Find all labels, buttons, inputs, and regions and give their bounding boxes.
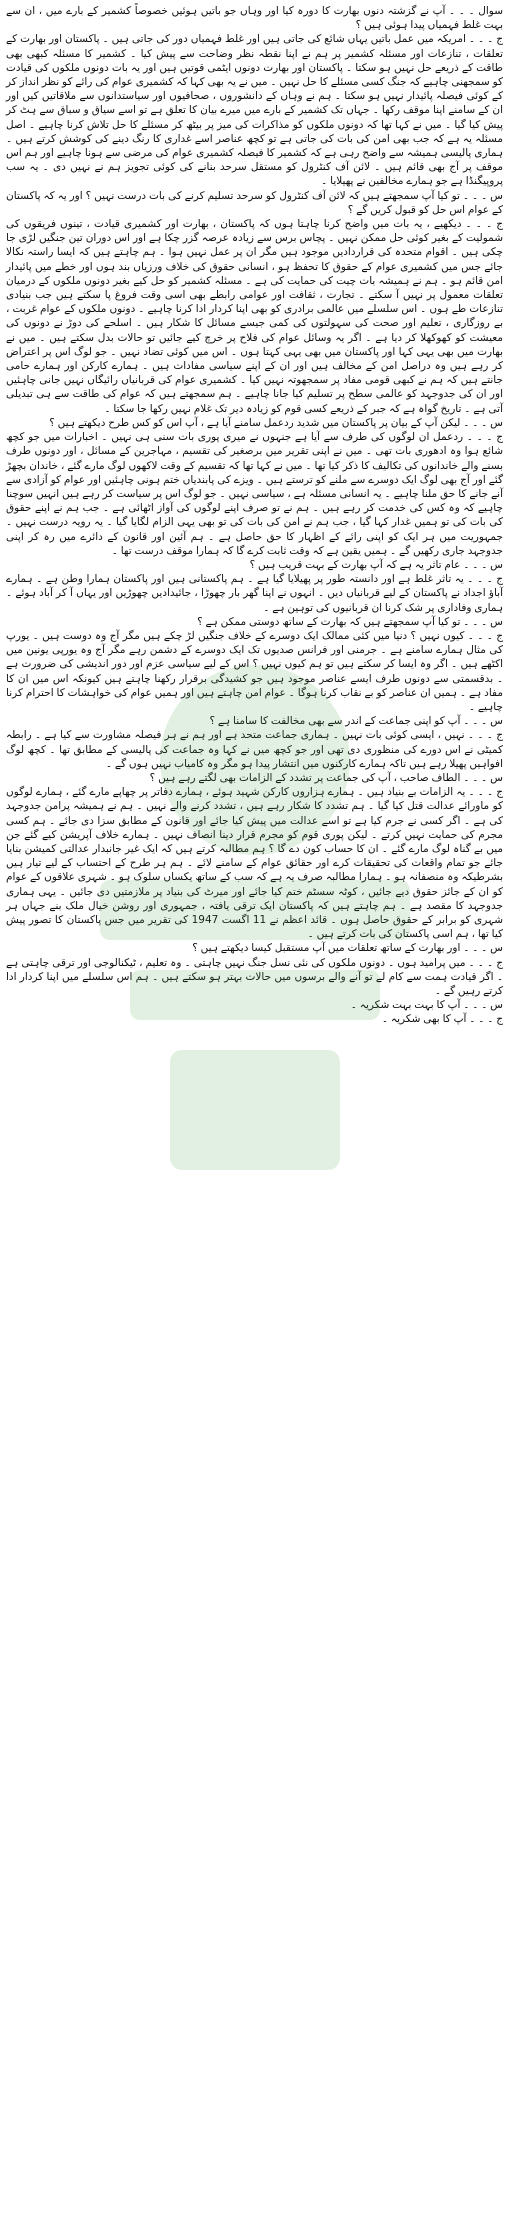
answer-4: ج ۔ ۔ ۔ یہ تاثر غلط ہے اور دانستہ طور پر پھیلایا گیا ہے ۔ ہم پاکستانی ہیں اور پاکستان ہمارا وطن ہے ۔ ہمارے آباؤ اجداد نے پاکستان کے لیے قربانیاں دیں ۔ انہوں نے اپنا گھر بار چھوڑا ، جائیدادیں چھوڑیں اور یہاں آ کر آباد ہوئے ۔ ہماری وفاداری پر شک کرنا ان قربانیوں کی توہین ہے ۔	[6, 573, 503, 614]
answer-2: ج ۔ ۔ ۔ دیکھیے ، یہ بات میں واضح کرنا چاہتا ہوں کہ پاکستان ، بھارت اور کشمیری قیادت ، تینوں فریقوں کی شمولیت کے بغیر کوئی حل ممکن نہیں ۔ پچاس برس سے زیادہ عرصہ گزر چکا ہے اور اس دوران تین جنگیں لڑی جا چکی ہیں ۔ اقوام متحدہ کی قراردادیں موجود ہیں مگر ان پر عمل نہیں ہوا ۔ ہم چاہتے ہیں کہ ایسا راستہ نکالا جائے جس میں کشمیری عوام کے حقوق کا تحفظ ہو ، انسانی حقوق کی خلاف ورزیاں بند ہوں اور خطے میں پائیدار امن قائم ہو ۔ ہم نے ہمیشہ بات چیت کی حمایت کی ہے ۔ مسئلہ کشمیر کو حل کیے بغیر دونوں ملکوں کے درمیان تعلقات معمول پر نہیں آ سکتے ۔ تجارت ، ثقافت اور عوامی رابطے بھی اسی وقت فروغ پا سکتے ہیں جب بنیادی تنازعات طے ہوں ۔ اس سلسلے میں عالمی برادری کو بھی اپنا کردار ادا کرنا چاہیے ۔ دونوں ملکوں کے عوام غربت ، بے روزگاری ، تعلیم اور صحت کی سہولتوں کی کمی جیسے مسائل کا شکار ہیں ۔ اسلحے کی دوڑ نے دونوں کی معیشت کو کھوکھلا کر دیا ہے ۔ اگر یہ وسائل عوام کی فلاح پر خرچ کیے جائیں تو حالات بدل سکتے ہیں ۔ میں نے بھارت میں بھی یہی کہا اور پاکستان میں بھی یہی کہتا ہوں ۔ اس میں کوئی تضاد نہیں ۔ جو لوگ اس پر اعتراض کر رہے ہیں وہ دراصل امن کے مخالف ہیں اور ان کے اپنے سیاسی مفادات ہیں ۔ ہمارے کارکن اور ہمارے حامی جانتے ہیں کہ ہم نے کبھی قومی مفاد پر سمجھوتہ نہیں کیا ۔ کشمیری عوام کی قربانیاں رائیگاں نہیں جانی چاہئیں اور ان کی جدوجہد کو عالمی سطح پر تسلیم کیا جانا چاہیے ۔ ہم سمجھتے ہیں کہ عوام کی طاقت سے ہی تبدیلی آتی ہے ۔ تاریخ گواہ ہے کہ جبر کے ذریعے کسی قوم کو زیادہ دیر تک غلام نہیں رکھا جا سکتا ۔	[6, 218, 503, 415]
question-4: س ۔ ۔ ۔ عام تاثر یہ ہے کہ آپ بھارت کے بہت قریب ہیں ؟	[249, 558, 503, 571]
question-6: س ۔ ۔ ۔ آپ کو اپنی جماعت کے اندر سے بھی مخالفت کا سامنا ہے ؟	[209, 715, 503, 728]
answer-1: ج ۔ ۔ ۔ امریکہ میں عمل باتیں یہاں شائع کی جاتی ہیں اور غلط فہمیاں دور کی جاتی ہیں ۔ پاکستان اور بھارت کے تعلقات ، تنازعات اور مسئلہ کشمیر پر ہم نے اپنا نقطہ نظر وضاحت سے پیش کیا ۔ کشمیر کا مسئلہ کبھی بھی طاقت کے ذریعے حل نہیں ہو سکتا ۔ پاکستان اور بھارت دونوں ایٹمی قوتیں ہیں اور یہ بات دونوں ملکوں کی قیادت کو سمجھنی چاہیے کہ جنگ کسی مسئلے کا حل نہیں ۔ میں نے یہ بھی کہا کہ کشمیری عوام کی رائے کو نظر انداز کر کے کوئی فیصلہ پائیدار نہیں ہو سکتا ۔ ہم نے وہاں کے دانشوروں ، صحافیوں اور سیاستدانوں سے ملاقاتیں کیں اور ان کے سامنے اپنا موقف رکھا ۔ جہاں تک کشمیر کے بارے میں میرے بیان کا تعلق ہے تو اسے سیاق و سباق سے ہٹ کر پیش کیا گیا ۔ میں نے کہا تھا کہ دونوں ملکوں کو مذاکرات کی میز پر بیٹھ کر مسئلے کا حل تلاش کرنا چاہیے ۔ اصل مسئلہ یہ ہے کہ جب بھی امن کی بات کی جاتی ہے تو کچھ عناصر اسے غداری کا رنگ دینے کی کوشش کرتے ہیں ۔ ہماری پالیسی ہمیشہ سے واضح رہی ہے کہ کشمیر کا فیصلہ کشمیری عوام کی مرضی سے ہونا چاہیے اور ہم اس موقف پر آج بھی قائم ہیں ۔ لائن آف کنٹرول کو مستقل سرحد بنانے کی کوئی تجویز ہم نے نہیں دی ۔ یہ سب پروپیگنڈا ہے جو ہمارے مخالفین نے پھیلایا ۔	[6, 33, 503, 188]
answer-5: ج ۔ ۔ ۔ کیوں نہیں ؟ دنیا میں کئی ممالک ایک دوسرے کے خلاف جنگیں لڑ چکے ہیں مگر آج وہ دوست ہیں ۔ یورپ کی مثال ہمارے سامنے ہے ۔ جرمنی اور فرانس صدیوں تک ایک دوسرے کے دشمن رہے مگر آج وہ یورپی یونین میں اکٹھے ہیں ۔ اگر وہ ایسا کر سکتے ہیں تو ہم کیوں نہیں ؟ اس کے لیے سیاسی عزم اور دور اندیشی کی ضرورت ہے ۔ بدقسمتی سے دونوں طرف ایسے عناصر موجود ہیں جو کشیدگی برقرار رکھنا چاہتے ہیں کیونکہ اس میں ان کا مفاد ہے ۔ ہمیں ان عناصر کو بے نقاب کرنا ہوگا ۔ عوام امن چاہتے ہیں اور ہمیں عوام کی خواہشات کا احترام کرنا چاہیے ۔	[6, 629, 503, 713]
question-2: س ۔ ۔ ۔ تو کیا آپ سمجھتے ہیں کہ لائن آف کنٹرول کو سرحد تسلیم کرنے کی بات درست نہیں ؟ اور یہ کہ پاکستان کے عوام اس حل کو قبول کریں گے ؟	[6, 189, 503, 216]
interview-body	[6, 4, 503, 1027]
question-5: س ۔ ۔ ۔ تو کیا آپ سمجھتے ہیں کہ بھارت کے ساتھ دوستی ممکن ہے ؟	[197, 615, 503, 628]
question-8: س ۔ ۔ ۔ اور بھارت کے ساتھ تعلقات میں آپ مستقبل کیسا دیکھتے ہیں ؟	[192, 942, 503, 955]
answer-3: ج ۔ ۔ ۔ ردعمل ان لوگوں کی طرف سے آیا ہے جنہوں نے میری پوری بات سنی ہی نہیں ۔ اخبارات میں جو کچھ شائع ہوا وہ ادھوری بات تھی ۔ میں نے اپنی تقریر میں برصغیر کی تقسیم ، مہاجرین کے مسائل ، اور دونوں طرف بسنے والے خاندانوں کی تکالیف کا ذکر کیا تھا ۔ میں نے کہا تھا کہ تقسیم کے وقت لاکھوں لوگ مارے گئے ، خاندان بچھڑ گئے اور آج بھی لوگ ایک دوسرے سے ملنے کو ترستے ہیں ۔ ویزے کی پابندیاں ختم ہونی چاہئیں اور عوام کو آزادی سے آنے جانے کا حق ملنا چاہیے ۔ یہ انسانی مسئلہ ہے ، سیاسی نہیں ۔ جو لوگ اس پر سیاست کر رہے ہیں انہیں سوچنا چاہیے کہ وہ کس کی خدمت کر رہے ہیں ۔ ہم نے تو صرف اپنے لوگوں کی آواز اٹھائی ہے ۔ جب ہم نے اپنے حقوق کی بات کی تو ہمیں غدار کہا گیا ، جب ہم نے امن کی بات کی تو بھی یہی الزام لگایا گیا ۔ یہ رویہ درست نہیں ۔ جمہوریت میں ہر ایک کو اپنی رائے کے اظہار کا حق حاصل ہے ۔ ہم آئین اور قانون کے دائرے میں رہ کر اپنی جدوجہد جاری رکھیں گے ۔ ہمیں یقین ہے کہ وقت ثابت کرے گا کہ ہمارا موقف درست تھا ۔	[6, 431, 503, 557]
answer-7: ج ۔ ۔ ۔ یہ الزامات بے بنیاد ہیں ۔ ہمارے ہزاروں کارکن شہید ہوئے ، ہمارے دفاتر پر چھاپے مارے گئے ، ہمارے لوگوں کو ماورائے عدالت قتل کیا گیا ۔ ہم تشدد کا شکار رہے ہیں ، تشدد کرنے والے نہیں ۔ ہم نے ہمیشہ پرامن جدوجہد کی ہے ۔ اگر کسی نے جرم کیا ہے تو اسے عدالت میں پیش کیا جائے اور قانون کے مطابق سزا دی جائے ۔ ہم کسی مجرم کی حمایت نہیں کرتے ۔ لیکن پوری قوم کو مجرم قرار دینا انصاف نہیں ۔ ہمارے خلاف آپریشن کیے گئے جن میں بے گناہ لوگ مارے گئے ۔ ان کا حساب کون دے گا ؟ ہم مطالبہ کرتے ہیں کہ ایک غیر جانبدار عدالتی کمیشن بنایا جائے جو تمام واقعات کی تحقیقات کرے اور حقائق عوام کے سامنے لائے ۔ ہم ہر طرح کے احتساب کے لیے تیار ہیں بشرطیکہ وہ منصفانہ ہو ۔ ہمارا مطالبہ صرف یہ ہے کہ سب کے ساتھ یکساں سلوک ہو ۔ شہری علاقوں کے عوام کو ان کے جائز حقوق دیے جائیں ، کوٹہ سسٹم ختم کیا جائے اور میرٹ کی بنیاد پر ملازمتیں دی جائیں ۔ یہی ہماری جدوجہد کا مقصد ہے ۔ ہم چاہتے ہیں کہ پاکستان ایک ترقی یافتہ ، جمہوری اور روشن خیال ملک بنے جہاں ہر شہری کو برابر کے حقوق حاصل ہوں ۔ قائد اعظم نے 11 اگست 1947 کی تقریر میں جس پاکستان کا تصور پیش کیا تھا ، ہم اسی پاکستان کی بات کرتے ہیں ۔	[6, 786, 503, 941]
question-9: س ۔ ۔ ۔ آپ کا بہت بہت شکریہ ۔	[350, 999, 503, 1012]
answer-8: ج ۔ ۔ ۔ میں پرامید ہوں ۔ دونوں ملکوں کی نئی نسل جنگ نہیں چاہتی ۔ وہ تعلیم ، ٹیکنالوجی اور ترقی چاہتی ہے ۔ اگر قیادت ہمت سے کام لے تو آنے والے برسوں میں حالات بہتر ہو سکتے ہیں ۔ ہم اس سلسلے میں اپنا کردار ادا کرتے رہیں گے ۔	[6, 956, 503, 998]
question-7: س ۔ ۔ ۔ الطاف صاحب ، آپ کی جماعت پر تشدد کے الزامات بھی لگتے رہے ہیں ؟	[149, 771, 503, 784]
question-1: سوال ۔ ۔ ۔ آپ نے گزشتہ دنوں بھارت کا دورہ کیا اور وہاں جو باتیں ہوئیں خصوصاً کشمیر کے بارے میں ، ان سے بہت غلط فہمیاں پیدا ہوئی ہیں ؟	[6, 5, 503, 32]
question-3: س ۔ ۔ ۔ لیکن آپ کے بیان پر پاکستان میں شدید ردعمل سامنے آیا ہے ، آپ اس کو کس طرح دیکھتے ہیں ؟	[49, 416, 503, 429]
answer-6: ج ۔ ۔ ۔ نہیں ، ایسی کوئی بات نہیں ۔ ہماری جماعت متحد ہے اور ہم نے ہر فیصلہ مشاورت سے کیا ہے ۔ رابطہ کمیٹی نے اس دورے کی منظوری دی تھی اور جو کچھ میں نے کہا وہ جماعت کی پالیسی کے مطابق تھا ۔ کچھ لوگ افواہیں پھیلا رہے ہیں تاکہ ہمارے کارکنوں میں انتشار پیدا ہو مگر وہ کامیاب نہیں ہوں گے ۔	[6, 729, 503, 770]
answer-9: ج ۔ ۔ ۔ آپ کا بھی شکریہ ۔	[381, 1013, 503, 1026]
